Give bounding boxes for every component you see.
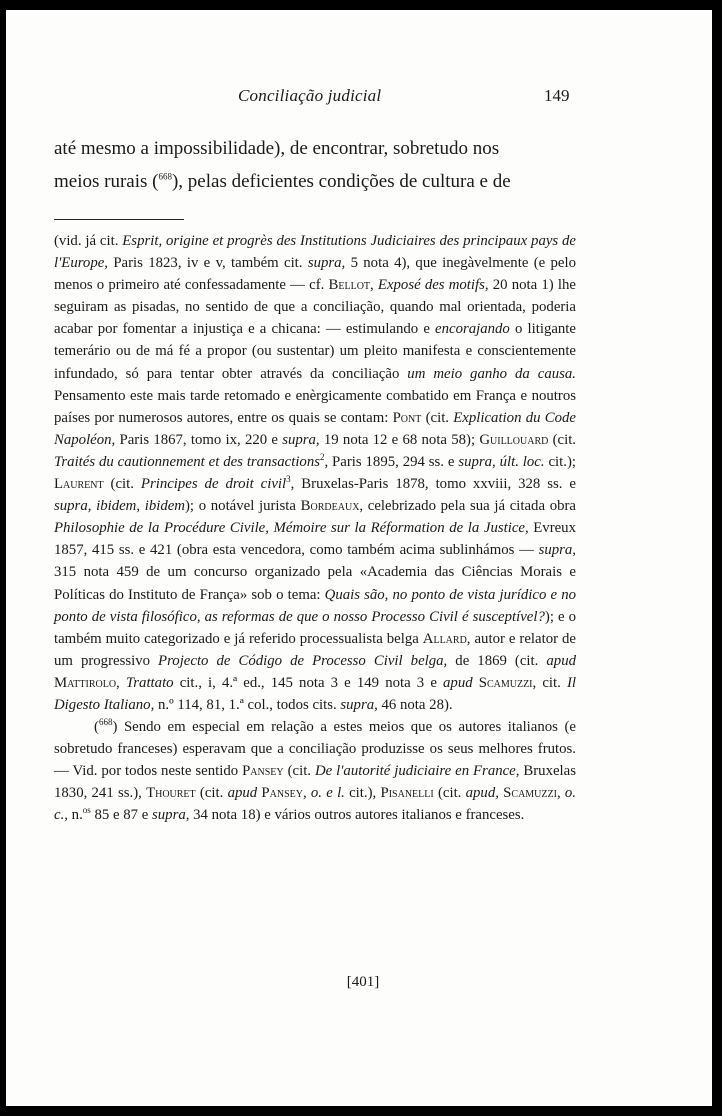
page-marker: [401] bbox=[346, 974, 380, 990]
footnote-separator bbox=[54, 219, 184, 220]
footnote-reference: 668 bbox=[158, 171, 172, 182]
main-text-line-1: até mesmo a impossibilidade), de encontrar, sobretudo nos bbox=[54, 138, 500, 159]
running-title: Conciliação judicial bbox=[238, 86, 382, 105]
book-page bbox=[6, 10, 712, 1106]
footnote-668: ($^{668}$) Sendo em especial em relação a estes meios que os autores italianos (e sobretudo franceses) esperavam que a conciliação produzisse os seus melhores frutos. — Vid. por todos neste sentido Pansey (cit. De l'autorité judiciaire en France, Bruxelas 1830, 241 ss.), Thouret (cit. apud Pansey, o. e l. cit.), Pisanelli (cit. apud, Scamuzzi, o. c., n.$^{os}$ 85 e 87 e supra, 34 nota 18) e vários outros autores italianos e franceses. bbox=[54, 717, 576, 824]
running-header bbox=[6, 86, 712, 110]
main-text bbox=[54, 132, 576, 198]
footnotes bbox=[54, 230, 576, 827]
page-footer bbox=[6, 974, 712, 991]
page-number: 149 bbox=[544, 86, 570, 105]
footnote-continued: (vid. já cit. Esprit, origine et progrès des Institutions Judiciaires des principaux pays de l'Europe, Paris 1823, iv e v, também cit. supra, 5 nota 4), que inegàvelmente (e pelo menos o primeiro até confessadamente — cf. Bellot, Exposé des motifs, 20 nota 1) lhe seguiram as pisadas, no sentido de que a conciliação, quando mal orientada, poderia acabar por fomentar a injustiça e a chicana: — estimulando e encorajando o litigante temerário ou de má fé a propor (ou sustentar) um pleito manifesta e conscientemente infundado, só para tentar obter através da conciliação um meio ganho da causa. Pensamento este mais tarde retomado e enèrgicamente combatido em França e noutros países por numerosos autores, entre os quais se contam: Pont (cit. Explication du Code Napoléon, Paris 1867, tomo ix, 220 e supra, 19 nota 12 e 68 nota 58); Guillouard (cit. Traités du cautionnement et des transactions$^2$, Paris 1895, 294 ss. e supra, últ. loc. cit.); Laurent (cit. Principes de droit civil$^3$, Bruxelas-Paris 1878, tomo xxviii, 328 ss. e supra, ibidem, ibidem); o notável jurista Bordeaux, celebrizado pela sua já citada obra Philosophie de la Procédure Civile, Mémoire sur la Réformation de la Justice, Evreux 1857, 415 ss. e 421 (obra esta vencedora, como também acima sublinhámos — supra, 315 nota 459 de um concurso organizado pela «Academia das Ciências Morais e Políticas do Instituto de França» sob o tema: Quais são, no ponto de vista jurídico e no ponto de vista filosófico, as reformas de que o nosso Processo Civil é susceptível?); e o também muito categorizado e já referido processualista belga Allard, autor e relator de um progressivo Projecto de Código de Processo Civil belga, de 1869 (cit. apud Mattirolo, Trattato cit., i, 4.ª ed., 145 nota 3 e 149 nota 3 e apud Scamuzzi, cit. Il Digesto Italiano, n.º 114, 81, 1.ª col., todos cits. supra, 46 nota 28). bbox=[54, 233, 577, 713]
main-text-line-2: meios rurais ($^{668}$), pelas deficientes condições de cultura e de bbox=[54, 171, 511, 192]
